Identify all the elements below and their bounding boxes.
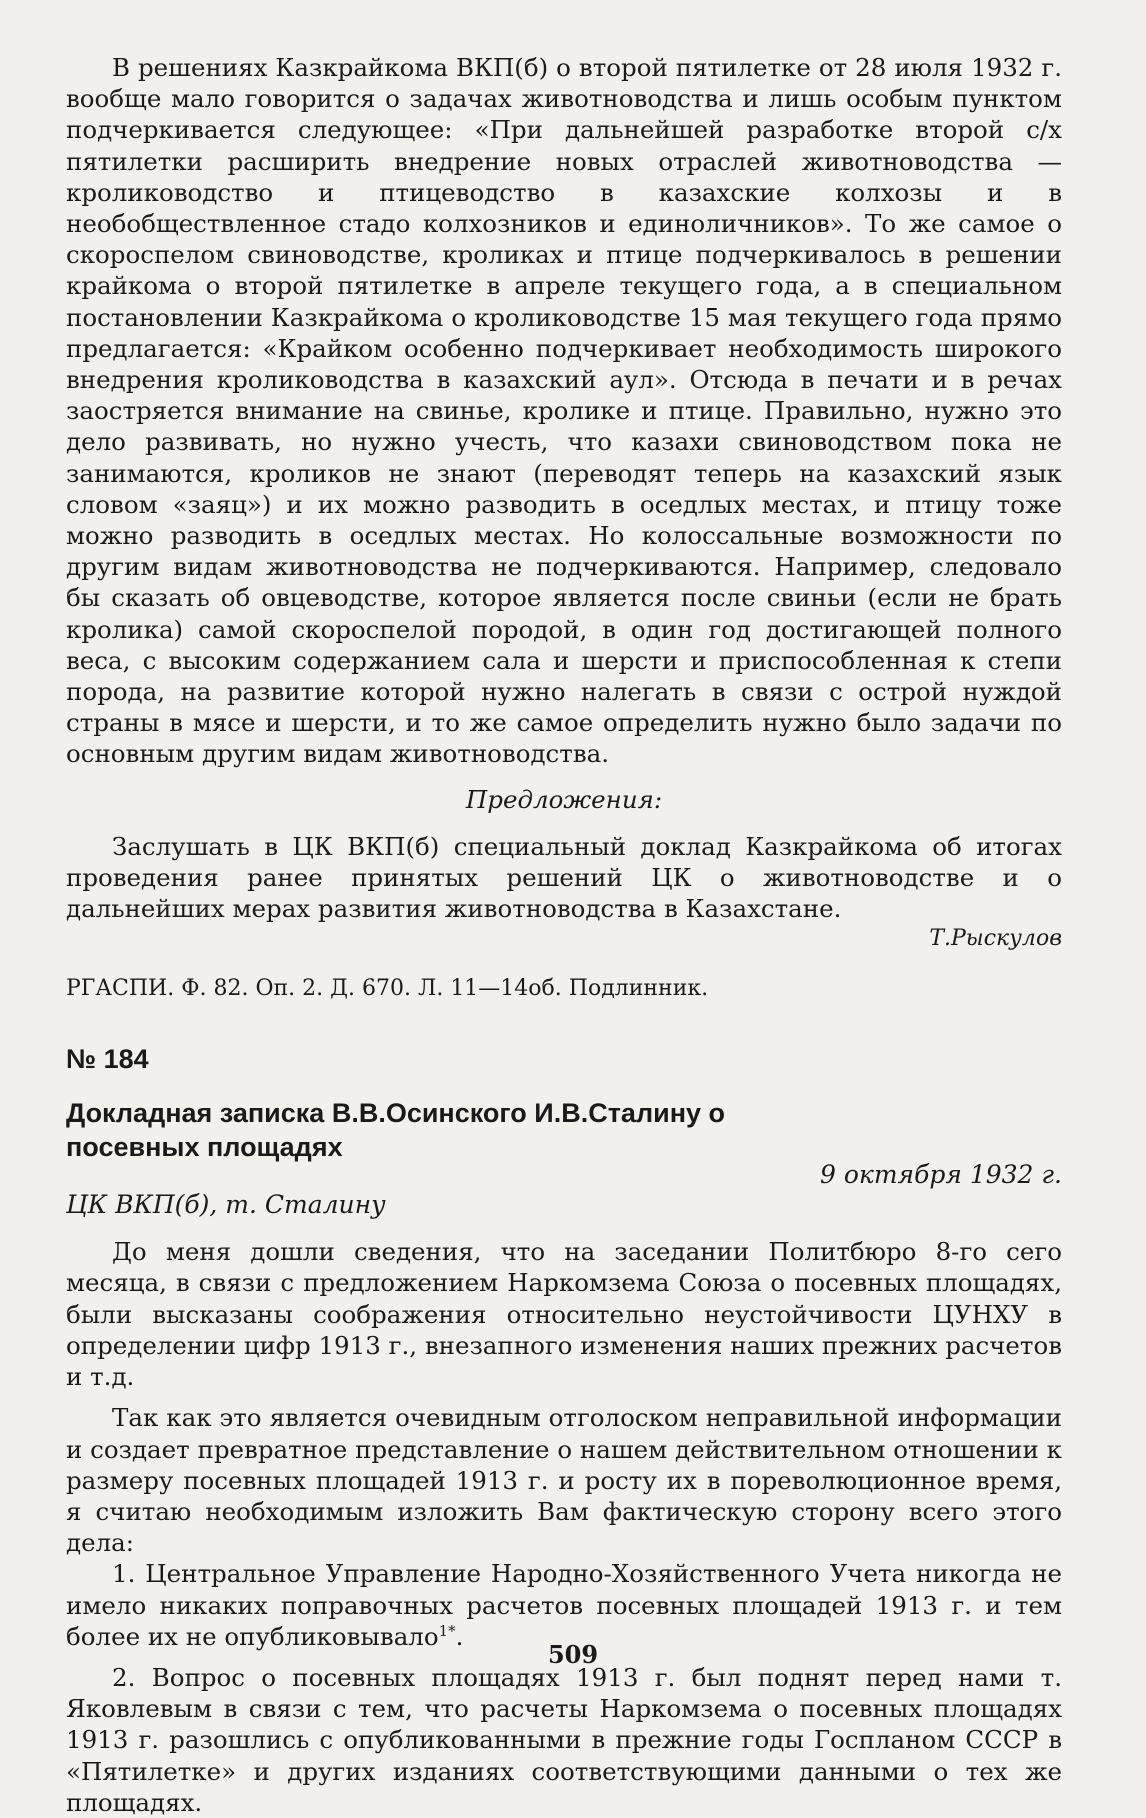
- document-number: № 184: [66, 1044, 149, 1075]
- body-paragraph-2: Так как это является очевидным отголоском неправильной информации и создает превратное представление о нашем действительном отношении к размеру посевных площадей 1913 г. и росту их в пореволюционное время, я считаю необходимым изложить Вам фактическую сторону всего этого дела:: [66, 1403, 1062, 1558]
- page-number: 509: [547, 1640, 599, 1669]
- proposals-heading: Предложения:: [465, 784, 663, 814]
- osinsky-memo: [66, 1042, 1062, 1818]
- signature: Т.Рыскулов: [929, 926, 1062, 952]
- document-title: Докладная записка В.В.Осинского И.В.Сталину о посевных площадях: [66, 1098, 726, 1163]
- proposal-paragraph: Заслушать в ЦК ВКП(б) специальный доклад Казкрайкома об итогах проведения ранее принятых решений ЦК о животноводстве и о дальнейших мерах развития животноводства в Казахстане.: [66, 831, 1062, 924]
- body-paragraph-3: [66, 1558, 1062, 1652]
- paragraph-3-end: .: [455, 1621, 464, 1651]
- paragraph-3-text: 1. Центральное Управление Народно-Хозяйственного Учета никогда не имело никаких поправочных расчетов посевных площадей 1913 г. и тем более их не опубликовывало: [66, 1559, 1062, 1651]
- ryskulov-memo: [66, 52, 1062, 1004]
- footnote-marker[interactable]: 1*: [438, 1621, 456, 1640]
- addressee: ЦК ВКП(б), т. Сталину: [66, 1190, 386, 1220]
- document-date: 9 октября 1932 г.: [819, 1160, 1062, 1190]
- archive-reference: РГАСПИ. Ф. 82. Оп. 2. Д. 670. Л. 11—14об. Подлинник.: [66, 976, 709, 1002]
- body-paragraph-4: 2. Вопрос о посевных площадях 1913 г. был поднят перед нами т. Яковлевым в связи с тем, что расчеты Наркомзема о посевных площадях 1913 г. разошлись с опубликованными в прежние годы Госпланом СССР в «Пятилетке» и других изданиях соответствующими данными о тех же площадях.: [66, 1662, 1062, 1817]
- memo-body-paragraph: В решениях Казкрайкома ВКП(б) о второй пятилетке от 28 июля 1932 г. вообще мало говорится о задачах животноводства и лишь особым пунктом подчеркивается следующее: «При дальнейшей разработке второй с/х пятилетки расширить внедрение новых отраслей животноводства — кролиководство и птицеводство в казахские колхозы и в необобществленное стадо колхозников и единоличников». То же самое о скороспелом свиноводстве, кроликах и птице подчеркивалось в решении крайкома о второй пятилетке в апреле текущего года, а в специальном постановлении Казкрайкома о кролиководстве 15 мая текущего года прямо предлагается: «Крайком особенно подчеркивает необходимость широкого внедрения кролиководства в казахский аул». Отсюда в печати и в речах заостряется внимание на свинье, кролике и птице. Правильно, нужно это дело развивать, но нужно учесть, что казахи свиноводством пока не занимаются, кроликов не знают (переводят теперь на казахский язык словом «заяц») и их можно разводить в оседлых местах, и птицу тоже можно разводить в оседлых местах. Но колоссальные возможности по другим видам животноводства не подчеркиваются. Например, следовало бы сказать об овцеводстве, которое является после свиньи (если не брать кролика) самой скороспелой породой, в один год достигающей полного веса, с высоким содержанием сала и шерсти и приспособленная к степи порода, на развитие которой нужно налегать в связи с острой нуждой страны в мясе и шерсти, и то же самое определить нужно было задачи по основным другим видам животноводства.: [66, 53, 1062, 769]
- body-paragraph-1: До меня дошли сведения, что на заседании Политбюро 8-го сего месяца, в связи с предложением Наркомзема Союза о посевных площадях, были высказаны соображения относительно неустойчивости ЦУНХУ в определении цифр 1913 г., внезапного изменения наших прежних расчетов и т.д.: [66, 1237, 1062, 1392]
